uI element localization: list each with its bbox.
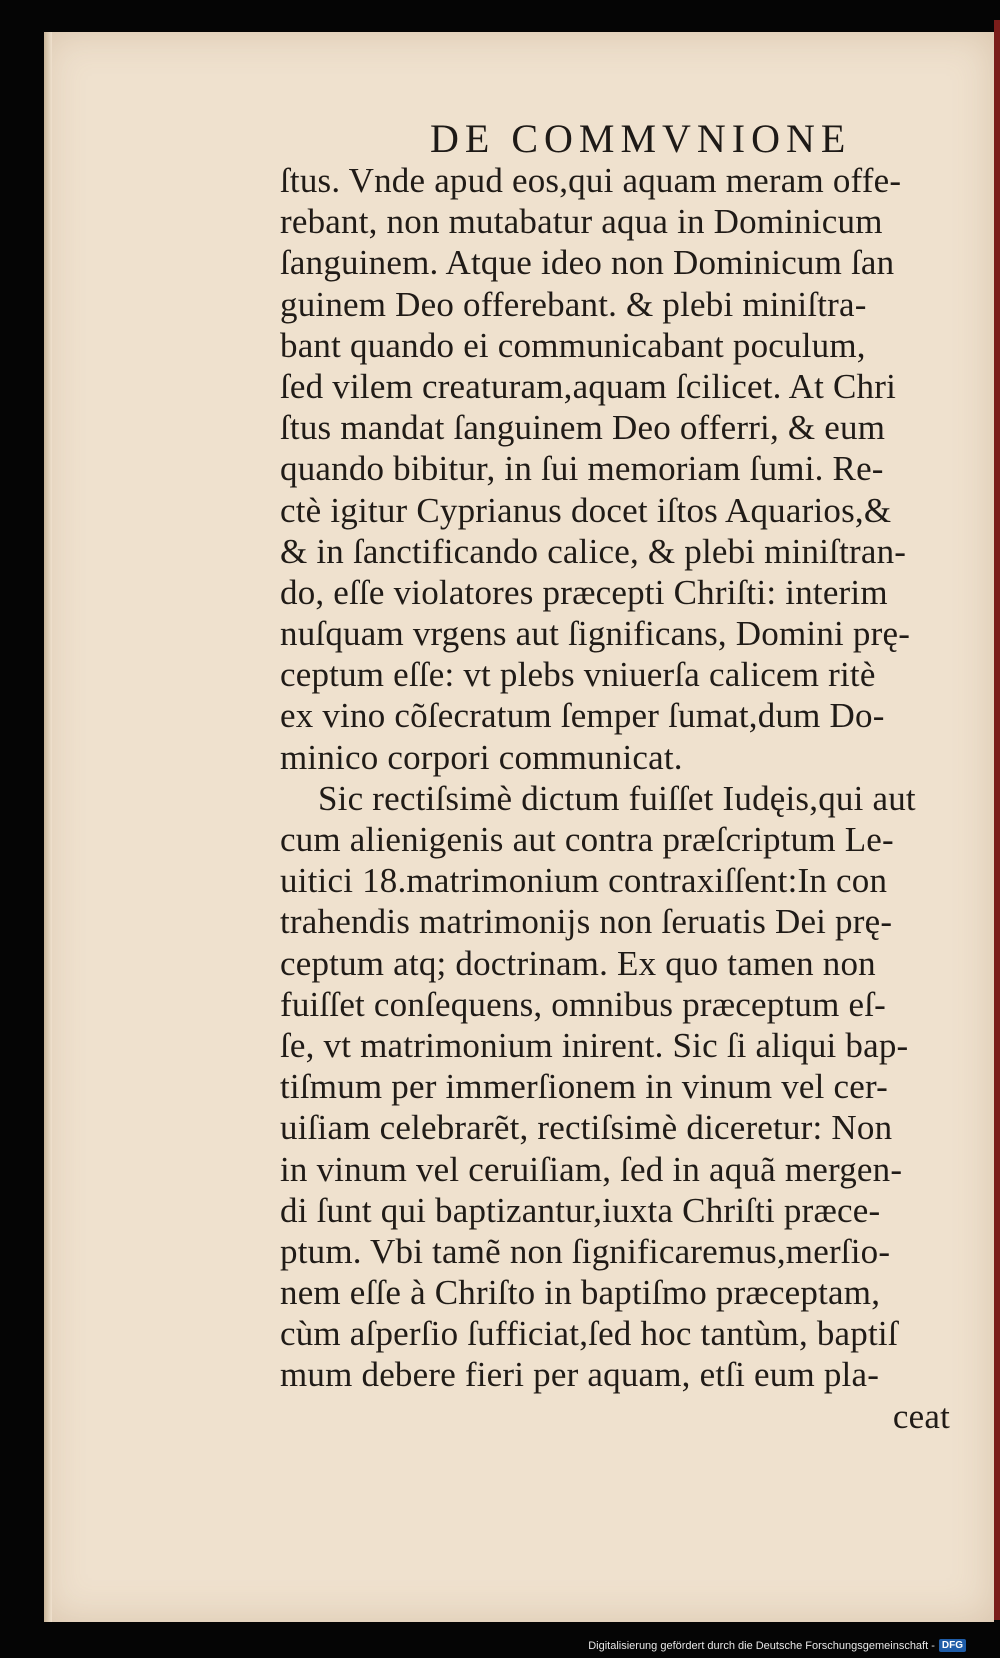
dfg-logo-icon: DFG (939, 1639, 966, 1652)
catchword: ceat (892, 1396, 950, 1436)
text-line: tiſmum per immerſionem in vinum vel cer- (280, 1067, 888, 1107)
text-line: in vinum vel ceruiſiam, ſed in aquã mergen- (280, 1149, 903, 1189)
text-line: quando bibitur, in ſui memoriam ſumi. Re- (280, 449, 884, 489)
text-line: ſed vilem creaturam,aquam ſcilicet. At Chri (280, 366, 897, 406)
text-line: nem eſſe à Chriſto in baptiſmo præceptam, (280, 1273, 881, 1313)
text-line: rebant, non mutabatur aqua in Dominicum (280, 202, 883, 242)
text-line: di ſunt qui baptizantur,iuxta Chriſti præce- (280, 1190, 881, 1230)
page-gutter-shadow (44, 32, 52, 1622)
running-header: DE COMMVNIONE (430, 116, 852, 161)
text-line: do, eſſe violatores præcepti Chriſti: interim (280, 572, 888, 612)
text-line: cùm aſperſio ſufficiat,ſed hoc tantùm, baptiſ (280, 1314, 898, 1354)
text-line: mum debere fieri per aquam, etſi eum pla- (280, 1355, 880, 1395)
text-line: fuiſſet conſequens, omnibus præceptum eſ- (280, 984, 886, 1024)
text-line: uiſiam celebrarẽt, rectiſsimè diceretur: Non (280, 1108, 893, 1148)
text-line: ſe, vt matrimonium inirent. Sic ſi aliqui bap- (280, 1025, 909, 1065)
text-line: ex vino cõſecratum ſemper ſumat,dum Do- (280, 696, 885, 736)
text-line: guinem Deo offerebant. & plebi miniſtra- (280, 284, 867, 324)
text-line: trahendis matrimonijs non ſeruatis Dei prę- (280, 902, 893, 942)
credit-text: Digitalisierung gefördert durch die Deutsche Forschungsgemeinschaft - (588, 1639, 935, 1652)
text-line: Sic rectiſsimè dictum fuiſſet Iudęis,qui aut (318, 778, 916, 818)
body-text (280, 160, 960, 1437)
binding-edge (994, 20, 1000, 1620)
text-line: ſtus. Vnde apud eos,qui aquam meram offe- (280, 161, 902, 200)
text-line: minico corpori communicat. (280, 737, 683, 777)
text-line: ſanguinem. Atque ideo non Dominicum ſan (280, 243, 895, 283)
text-line: nuſquam vrgens aut ſignificans, Domini prę- (280, 614, 911, 654)
text-line: ſtus mandat ſanguinem Deo offerri, & eum (280, 408, 886, 448)
text-line: & in ſanctificando calice, & plebi miniſtran- (280, 531, 907, 571)
text-line: ptum. Vbi tamẽ non ſignificaremus,merſio- (280, 1231, 891, 1271)
text-line: bant quando ei communicabant poculum, (280, 325, 866, 365)
text-line: cum alienigenis aut contra præſcriptum Le- (280, 820, 894, 859)
text-line: uitici 18.matrimonium contraxiſſent:In con (280, 861, 888, 901)
text-line: ctè igitur Cyprianus docet iſtos Aquarios,& (280, 490, 892, 530)
digitization-credit (588, 1639, 966, 1652)
text-line: ceptum atq; doctrinam. Ex quo tamen non (280, 943, 876, 983)
text-line: ceptum eſſe: vt plebs vniuerſa calicem ritè (280, 655, 876, 695)
